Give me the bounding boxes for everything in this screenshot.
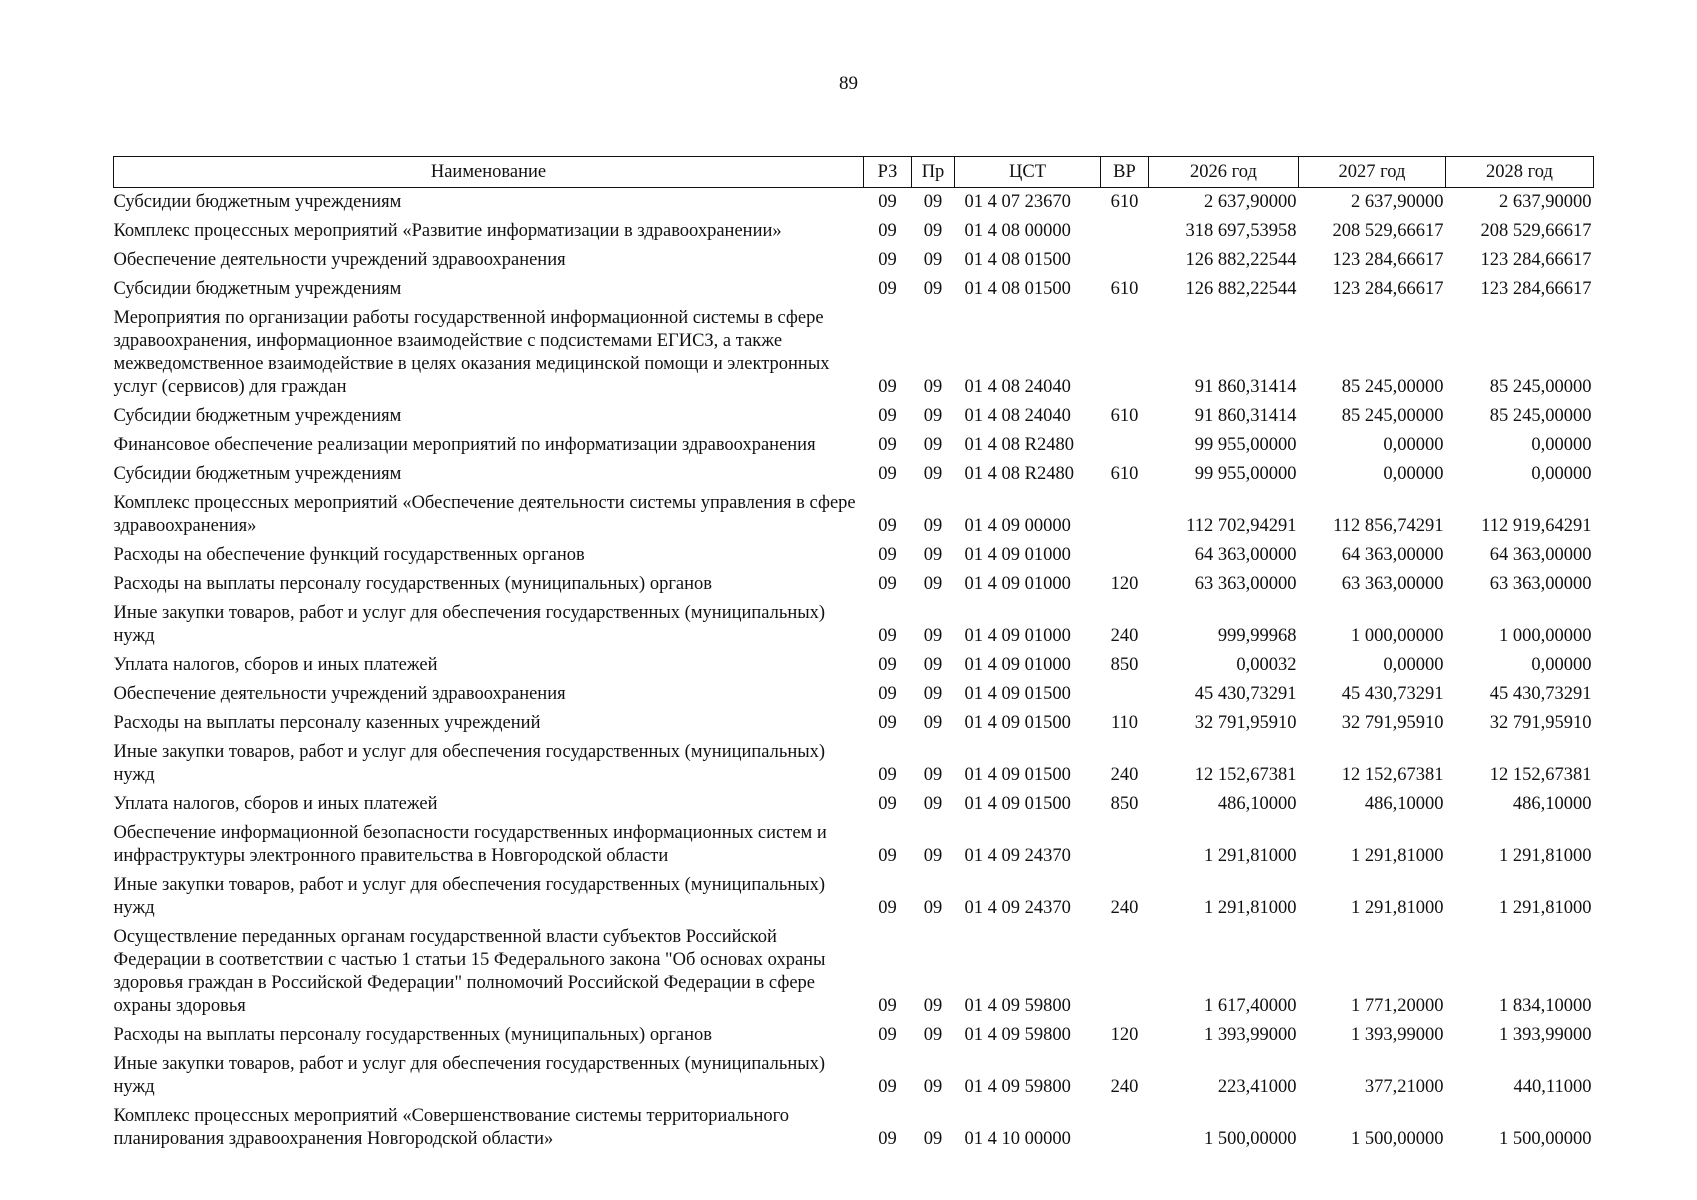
table-row xyxy=(114,431,1594,460)
row-2026: 1 291,81000 xyxy=(1204,898,1297,918)
row-name: Мероприятия по организации работы государственной информационной системы в сфере здравоохранения, информационное взаимодействие с подсистемами ЕГИСЗ, а также межведомственное взаимодействие в целях оказания медицинской помощи и электронных услуг (сервисов) для граждан xyxy=(113,308,830,397)
row-rz: 09 xyxy=(878,1025,897,1045)
row-2026: 91 860,31414 xyxy=(1194,377,1297,397)
row-vr xyxy=(1101,489,1149,541)
table-row xyxy=(114,819,1594,871)
table-row xyxy=(114,651,1594,680)
row-vr: 850 xyxy=(1110,794,1139,814)
row-2027: 45 430,73291 xyxy=(1341,684,1444,704)
row-2026: 99 955,00000 xyxy=(1194,435,1297,455)
row-2028: 123 284,66617 xyxy=(1480,279,1592,299)
table-row xyxy=(114,790,1594,819)
row-2028: 12 152,67381 xyxy=(1489,765,1592,785)
row-name: Субсидии бюджетным учреждениям xyxy=(113,464,402,484)
header-2026: 2026 год xyxy=(1149,157,1299,188)
row-2026: 126 882,22544 xyxy=(1185,250,1297,270)
row-2028: 1 500,00000 xyxy=(1499,1129,1592,1149)
row-pr: 09 xyxy=(923,406,943,426)
row-cst: 01 4 09 00000 xyxy=(964,516,1071,536)
row-vr: 110 xyxy=(1110,713,1139,733)
header-cst: ЦСТ xyxy=(955,157,1101,188)
header-rz: РЗ xyxy=(864,157,912,188)
row-cst: 01 4 10 00000 xyxy=(964,1129,1071,1149)
row-vr xyxy=(1101,541,1149,570)
row-cst: 01 4 09 01000 xyxy=(964,545,1071,565)
row-name: Уплата налогов, сборов и иных платежей xyxy=(113,794,438,814)
row-rz: 09 xyxy=(878,1129,897,1149)
row-vr xyxy=(1101,431,1149,460)
row-rz: 09 xyxy=(878,377,897,397)
row-2026: 64 363,00000 xyxy=(1194,545,1297,565)
row-2027: 123 284,66617 xyxy=(1332,279,1444,299)
row-cst: 01 4 09 59800 xyxy=(964,1077,1071,1097)
row-2027: 486,10000 xyxy=(1364,794,1444,814)
row-cst: 01 4 09 59800 xyxy=(964,996,1071,1016)
row-2027: 1 291,81000 xyxy=(1351,898,1444,918)
row-name: Расходы на выплаты персоналу государственных (муниципальных) органов xyxy=(113,574,713,594)
table-header xyxy=(114,157,1594,188)
row-2027: 0,00000 xyxy=(1383,435,1444,455)
row-cst: 01 4 09 01500 xyxy=(964,684,1071,704)
row-rz: 09 xyxy=(878,626,897,646)
row-rz: 09 xyxy=(878,1077,897,1097)
row-2026: 1 500,00000 xyxy=(1204,1129,1297,1149)
row-pr: 09 xyxy=(923,279,943,299)
table-row xyxy=(114,246,1594,275)
row-2028: 32 791,95910 xyxy=(1489,713,1592,733)
row-vr: 850 xyxy=(1110,655,1139,675)
row-cst: 01 4 09 24370 xyxy=(964,846,1071,866)
row-2027: 0,00000 xyxy=(1383,464,1444,484)
table-row xyxy=(114,1102,1594,1154)
row-pr: 09 xyxy=(923,221,943,241)
row-vr xyxy=(1101,923,1149,1021)
row-pr: 09 xyxy=(923,1025,943,1045)
row-cst: 01 4 07 23670 xyxy=(964,192,1071,212)
row-rz: 09 xyxy=(878,250,897,270)
row-cst: 01 4 08 01500 xyxy=(964,250,1071,270)
row-2026: 0,00032 xyxy=(1236,655,1297,675)
row-pr: 09 xyxy=(923,996,943,1016)
row-name: Иные закупки товаров, работ и услуг для обеспечения государственных (муниципальных) нужд xyxy=(113,1054,826,1097)
row-rz: 09 xyxy=(878,713,897,733)
row-pr: 09 xyxy=(923,574,943,594)
row-2027: 377,21000 xyxy=(1364,1077,1444,1097)
header-name: Наименование xyxy=(114,157,864,188)
row-2026: 1 393,99000 xyxy=(1204,1025,1297,1045)
row-2028: 208 529,66617 xyxy=(1480,221,1592,241)
row-rz: 09 xyxy=(878,464,897,484)
row-2028: 0,00000 xyxy=(1531,435,1592,455)
row-rz: 09 xyxy=(878,221,897,241)
row-2026: 32 791,95910 xyxy=(1194,713,1297,733)
row-cst: 01 4 09 59800 xyxy=(964,1025,1071,1045)
row-vr: 240 xyxy=(1110,765,1139,785)
row-vr: 120 xyxy=(1110,1025,1139,1045)
row-vr: 610 xyxy=(1110,192,1139,212)
row-rz: 09 xyxy=(878,435,897,455)
row-2027: 112 856,74291 xyxy=(1333,516,1444,536)
row-name: Иные закупки товаров, работ и услуг для обеспечения государственных (муниципальных) нужд xyxy=(113,742,826,785)
row-2027: 1 500,00000 xyxy=(1351,1129,1444,1149)
table-row xyxy=(114,1050,1594,1102)
row-2028: 85 245,00000 xyxy=(1489,377,1592,397)
row-vr: 240 xyxy=(1110,626,1139,646)
row-rz: 09 xyxy=(878,846,897,866)
row-vr: 120 xyxy=(1110,574,1139,594)
row-2026: 2 637,90000 xyxy=(1204,192,1297,212)
row-pr: 09 xyxy=(923,435,943,455)
row-2026: 12 152,67381 xyxy=(1194,765,1297,785)
row-2028: 0,00000 xyxy=(1531,464,1592,484)
row-rz: 09 xyxy=(878,574,897,594)
header-2028: 2028 год xyxy=(1446,157,1594,188)
row-2028: 1 000,00000 xyxy=(1499,626,1592,646)
row-name: Субсидии бюджетным учреждениям xyxy=(113,279,402,299)
row-vr: 240 xyxy=(1110,1077,1139,1097)
row-2026: 63 363,00000 xyxy=(1194,574,1297,594)
row-2028: 45 430,73291 xyxy=(1489,684,1592,704)
row-vr: 240 xyxy=(1110,898,1139,918)
row-vr xyxy=(1101,1102,1149,1154)
row-name: Обеспечение деятельности учреждений здравоохранения xyxy=(113,250,566,270)
row-2028: 64 363,00000 xyxy=(1489,545,1592,565)
row-2026: 1 617,40000 xyxy=(1204,996,1297,1016)
row-2028: 1 291,81000 xyxy=(1499,846,1592,866)
row-2028: 486,10000 xyxy=(1512,794,1592,814)
budget-table xyxy=(113,156,1594,1154)
header-pr: Пр xyxy=(912,157,955,188)
table-row xyxy=(114,680,1594,709)
row-vr: 610 xyxy=(1110,279,1139,299)
table-row xyxy=(114,188,1594,218)
row-pr: 09 xyxy=(923,1077,943,1097)
table-row xyxy=(114,402,1594,431)
row-name: Расходы на обеспечение функций государственных органов xyxy=(113,545,585,565)
row-pr: 09 xyxy=(923,1129,943,1149)
row-pr: 09 xyxy=(923,898,943,918)
row-rz: 09 xyxy=(878,684,897,704)
row-2027: 1 000,00000 xyxy=(1351,626,1444,646)
row-name: Расходы на выплаты персоналу казенных учреждений xyxy=(113,713,541,733)
row-pr: 09 xyxy=(923,464,943,484)
table-row xyxy=(114,923,1594,1021)
table-row xyxy=(114,709,1594,738)
row-2027: 1 393,99000 xyxy=(1351,1025,1444,1045)
row-2026: 91 860,31414 xyxy=(1194,406,1297,426)
table-row xyxy=(114,304,1594,402)
row-2028: 0,00000 xyxy=(1531,655,1592,675)
row-pr: 09 xyxy=(923,846,943,866)
row-pr: 09 xyxy=(923,377,943,397)
row-2027: 123 284,66617 xyxy=(1332,250,1444,270)
row-name: Иные закупки товаров, работ и услуг для обеспечения государственных (муниципальных) нужд xyxy=(113,603,826,646)
row-2028: 1 834,10000 xyxy=(1499,996,1592,1016)
table-row xyxy=(114,599,1594,651)
row-pr: 09 xyxy=(923,794,943,814)
row-2028: 112 919,64291 xyxy=(1481,516,1592,536)
row-pr: 09 xyxy=(923,684,943,704)
row-name: Субсидии бюджетным учреждениям xyxy=(113,192,402,212)
row-name: Финансовое обеспечение реализации мероприятий по информатизации здравоохранения xyxy=(113,435,816,455)
row-2026: 99 955,00000 xyxy=(1194,464,1297,484)
row-2027: 12 152,67381 xyxy=(1341,765,1444,785)
row-2026: 112 702,94291 xyxy=(1186,516,1297,536)
row-name: Обеспечение деятельности учреждений здравоохранения xyxy=(113,684,566,704)
row-cst: 01 4 08 00000 xyxy=(964,221,1071,241)
row-vr xyxy=(1101,819,1149,871)
row-rz: 09 xyxy=(878,545,897,565)
row-pr: 09 xyxy=(923,765,943,785)
row-rz: 09 xyxy=(878,192,897,212)
row-vr xyxy=(1101,680,1149,709)
row-pr: 09 xyxy=(923,626,943,646)
row-cst: 01 4 09 01500 xyxy=(964,765,1071,785)
row-pr: 09 xyxy=(923,192,943,212)
row-2028: 440,11000 xyxy=(1513,1077,1592,1097)
row-2026: 999,99968 xyxy=(1217,626,1297,646)
row-2026: 126 882,22544 xyxy=(1185,279,1297,299)
header-vr: ВР xyxy=(1101,157,1149,188)
row-vr xyxy=(1101,304,1149,402)
header-2027: 2027 год xyxy=(1299,157,1446,188)
row-2026: 1 291,81000 xyxy=(1204,846,1297,866)
row-pr: 09 xyxy=(923,655,943,675)
row-2026: 486,10000 xyxy=(1217,794,1297,814)
row-rz: 09 xyxy=(878,516,897,536)
table-row xyxy=(114,217,1594,246)
table-row xyxy=(114,541,1594,570)
row-2027: 64 363,00000 xyxy=(1341,545,1444,565)
row-name: Уплата налогов, сборов и иных платежей xyxy=(113,655,438,675)
row-2028: 1 393,99000 xyxy=(1499,1025,1592,1045)
row-pr: 09 xyxy=(923,713,943,733)
row-2027: 2 637,90000 xyxy=(1351,192,1444,212)
row-cst: 01 4 09 24370 xyxy=(964,898,1071,918)
row-2027: 1 771,20000 xyxy=(1351,996,1444,1016)
row-2028: 63 363,00000 xyxy=(1489,574,1592,594)
table-body xyxy=(114,188,1594,1155)
row-2028: 85 245,00000 xyxy=(1489,406,1592,426)
row-2028: 123 284,66617 xyxy=(1480,250,1592,270)
row-rz: 09 xyxy=(878,794,897,814)
row-cst: 01 4 09 01000 xyxy=(964,574,1071,594)
table-row xyxy=(114,460,1594,489)
row-cst: 01 4 08 R2480 xyxy=(964,435,1074,455)
row-2026: 223,41000 xyxy=(1217,1077,1297,1097)
row-2028: 2 637,90000 xyxy=(1499,192,1592,212)
row-2026: 45 430,73291 xyxy=(1194,684,1297,704)
row-cst: 01 4 09 01000 xyxy=(964,626,1071,646)
row-cst: 01 4 09 01500 xyxy=(964,794,1071,814)
row-2027: 0,00000 xyxy=(1383,655,1444,675)
row-rz: 09 xyxy=(878,406,897,426)
row-rz: 09 xyxy=(878,765,897,785)
row-name: Комплекс процессных мероприятий «Обеспечение деятельности системы управления в сфере здравоохранения» xyxy=(113,493,856,536)
row-cst: 01 4 09 01500 xyxy=(964,713,1071,733)
row-rz: 09 xyxy=(878,279,897,299)
row-name: Комплекс процессных мероприятий «Совершенствование системы территориального планирования здравоохранения Новгородской области» xyxy=(113,1106,789,1149)
table-row xyxy=(114,871,1594,923)
row-name: Иные закупки товаров, работ и услуг для обеспечения государственных (муниципальных) нужд xyxy=(113,875,826,918)
row-name: Расходы на выплаты персоналу государственных (муниципальных) органов xyxy=(113,1025,713,1045)
row-cst: 01 4 08 R2480 xyxy=(964,464,1074,484)
row-name: Субсидии бюджетным учреждениям xyxy=(113,406,402,426)
row-2027: 208 529,66617 xyxy=(1332,221,1444,241)
table-row xyxy=(114,275,1594,304)
row-2027: 85 245,00000 xyxy=(1341,406,1444,426)
row-pr: 09 xyxy=(923,516,943,536)
row-name: Комплекс процессных мероприятий «Развитие информатизации в здравоохранении» xyxy=(113,221,782,241)
row-cst: 01 4 08 01500 xyxy=(964,279,1071,299)
row-2027: 32 791,95910 xyxy=(1341,713,1444,733)
row-name: Осуществление переданных органам государственной власти субъектов Российской Федерации в соответствии с частью 1 статьи 15 Федерального закона "Об основах охраны здоровья граждан в Российской Федерации" полномочий Российской Федерации в сфере охраны здоровья xyxy=(113,927,826,1016)
row-vr: 610 xyxy=(1110,464,1139,484)
row-cst: 01 4 08 24040 xyxy=(964,377,1071,397)
row-vr xyxy=(1101,217,1149,246)
table-row xyxy=(114,738,1594,790)
row-2027: 1 291,81000 xyxy=(1351,846,1444,866)
row-cst: 01 4 09 01000 xyxy=(964,655,1071,675)
page-number: 89 xyxy=(839,73,858,94)
row-rz: 09 xyxy=(878,996,897,1016)
table-row xyxy=(114,489,1594,541)
row-2027: 85 245,00000 xyxy=(1341,377,1444,397)
table-row xyxy=(114,570,1594,599)
row-vr: 610 xyxy=(1110,406,1139,426)
row-pr: 09 xyxy=(923,545,943,565)
table-row xyxy=(114,1021,1594,1050)
row-2026: 318 697,53958 xyxy=(1185,221,1297,241)
row-2027: 63 363,00000 xyxy=(1341,574,1444,594)
row-rz: 09 xyxy=(878,655,897,675)
row-name: Обеспечение информационной безопасности государственных информационных систем и инфраструктуры электронного правительства в Новгородской области xyxy=(113,823,827,866)
row-vr xyxy=(1101,246,1149,275)
row-cst: 01 4 08 24040 xyxy=(964,406,1071,426)
row-2028: 1 291,81000 xyxy=(1499,898,1592,918)
row-rz: 09 xyxy=(878,898,897,918)
row-pr: 09 xyxy=(923,250,943,270)
